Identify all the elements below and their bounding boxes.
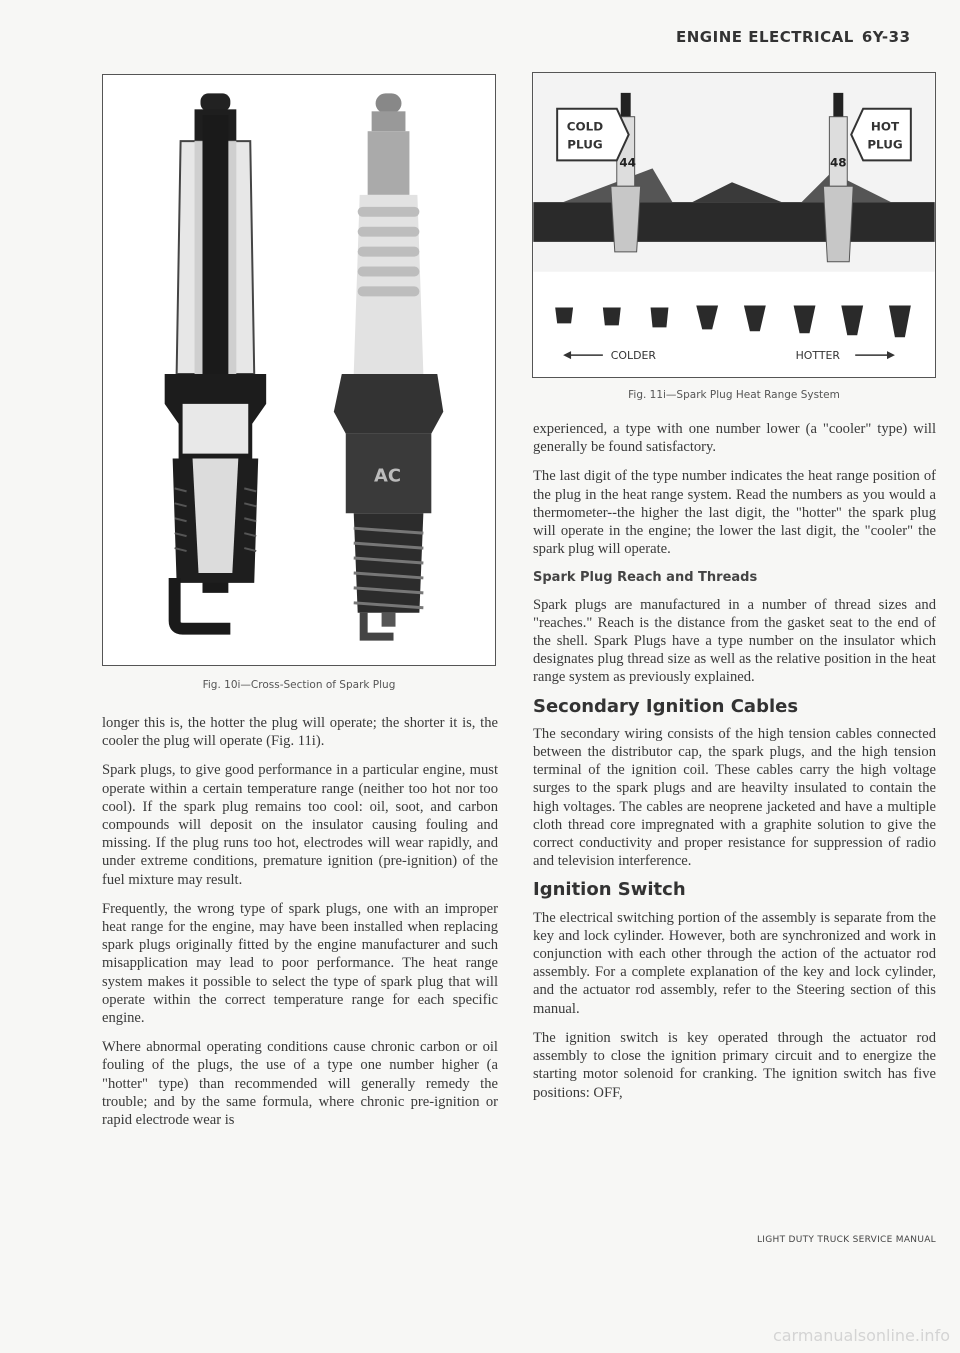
paragraph: Where abnormal operating conditions cause chronic carbon or oil fouling of the plugs, the use of a type one number higher (a "hotter" type) than recommended will generally remedy the trouble; and by the same formula, where chronic pre-ignition or rapid electrode wear is	[102, 1039, 498, 1129]
spark-plug-illustration	[103, 75, 495, 665]
subheading-spark-plug-reach: Spark Plug Reach and Threads	[533, 570, 758, 586]
header-page-number: 6Y-33	[861, 28, 911, 46]
figure-10i-caption: Fig. 10i—Cross-Section of Spark Plug	[202, 679, 396, 691]
watermark: carmanualsonline.info	[772, 1326, 950, 1345]
hotter-label: HOTTER	[795, 349, 840, 363]
cold-label-line1: COLD	[566, 119, 604, 134]
hot-plug-label	[851, 109, 911, 161]
cold-plug-label	[557, 109, 629, 161]
paragraph: Spark plugs are manufactured in a number of thread sizes and "reaches." Reach is the distance from the gasket seat to the end of the shell. Spark Plugs have a type number on the insulator which designates plug thread size as well as the relative position in the heat range system as previously explained.	[533, 596, 936, 686]
paragraph: experienced, a type with one number lower (a "cooler" type) will generally be found satisfactory.	[533, 421, 936, 456]
section-heading-ignition-switch: Ignition Switch	[533, 879, 686, 901]
section-heading-secondary-ignition-cables: Secondary Ignition Cables	[533, 695, 799, 717]
figure-heat-range-system	[532, 72, 936, 378]
heat-range-illustration	[533, 73, 935, 377]
figure-11i-caption: Fig. 11i—Spark Plug Heat Range System	[628, 389, 840, 401]
paragraph: The last digit of the type number indicates the heat range position of the plug in the heat range system. Read the numbers as you would a thermometer--the higher the last digit, the "hotter" the spark plug will operate in the engine; the lower the last digit, the "cooler" the spark plug will operate.	[533, 468, 936, 558]
assembled-plug	[334, 93, 443, 636]
paragraph: The electrical switching portion of the assembly is separate from the key and lock cylinder. However, both are synchronized and work in conjunction with each other through the action of the actuator rod assembly. For a complete explanation of the key and lock cylinder, and the actuator rod assembly, refer to the Steering section of this manual.	[533, 909, 936, 1017]
page-header	[676, 28, 936, 46]
cold-label-line2: PLUG	[567, 137, 603, 152]
hot-label-line2: PLUG	[867, 137, 903, 152]
hot-label-line1: HOT	[870, 119, 900, 134]
paragraph: Spark plugs, to give good performance in a particular engine, must operate within a certain temperature range (neither too hot nor too cool). If the spark plug remains too cool: oil, soot, and carbon compounds will deposit on the insulator causing fouling and missing. If the plug runs too hot, electrodes will wear rapidly, and under extreme conditions, premature ignition (pre-ignition) of the fuel mixture may result.	[102, 762, 498, 888]
figure-spark-plug-cross-section	[102, 74, 496, 666]
hot-plug-number: 48	[830, 155, 847, 170]
cross-section-plug	[165, 93, 266, 628]
paragraph: Frequently, the wrong type of spark plugs, one with an improper heat range for the engine, may have been installed when replacing spark plugs originally fitted by the engine manufacturer and such misapplication may lead to poor performance. The heat range system makes it possible to select the type of spark plug that will operate within the correct temperature range for each specific engine.	[102, 900, 498, 1027]
right-text-column	[533, 420, 936, 1113]
plug-logo: AC	[374, 465, 402, 487]
paragraph: The secondary wiring consists of the high tension cables connected between the distributor cap, the spark plugs, and the high tension terminal of the ignition coil. These cables carry the high voltage surges to the spark plugs and are heavilty insulated to contain the high voltages. The cables are neoprene jacketed and have a multiple cloth thread core impregnated with a graphite solution to give the correct conductivity and proper resistance for suppression of radio and television interference.	[533, 725, 936, 870]
cold-plug-number: 44	[619, 155, 636, 170]
hotter-arrow	[796, 349, 895, 362]
paragraph: longer this is, the hotter the plug will operate; the shorter it is, the cooler the plug will operate (Fig. 11i).	[102, 715, 498, 750]
left-text-column	[102, 714, 498, 1140]
heat-range-tips-row	[555, 305, 911, 337]
header-section-title: ENGINE ELECTRICAL	[676, 28, 854, 46]
colder-arrow	[563, 349, 656, 362]
paragraph: The ignition switch is key operated through the actuator rod assembly to close the ignition primary circuit and to energize the starting motor solenoid for cranking. The ignition switch has five positions: OFF,	[533, 1029, 936, 1101]
colder-label: COLDER	[610, 349, 656, 363]
page-footer: LIGHT DUTY TRUCK SERVICE MANUAL	[756, 1235, 936, 1245]
